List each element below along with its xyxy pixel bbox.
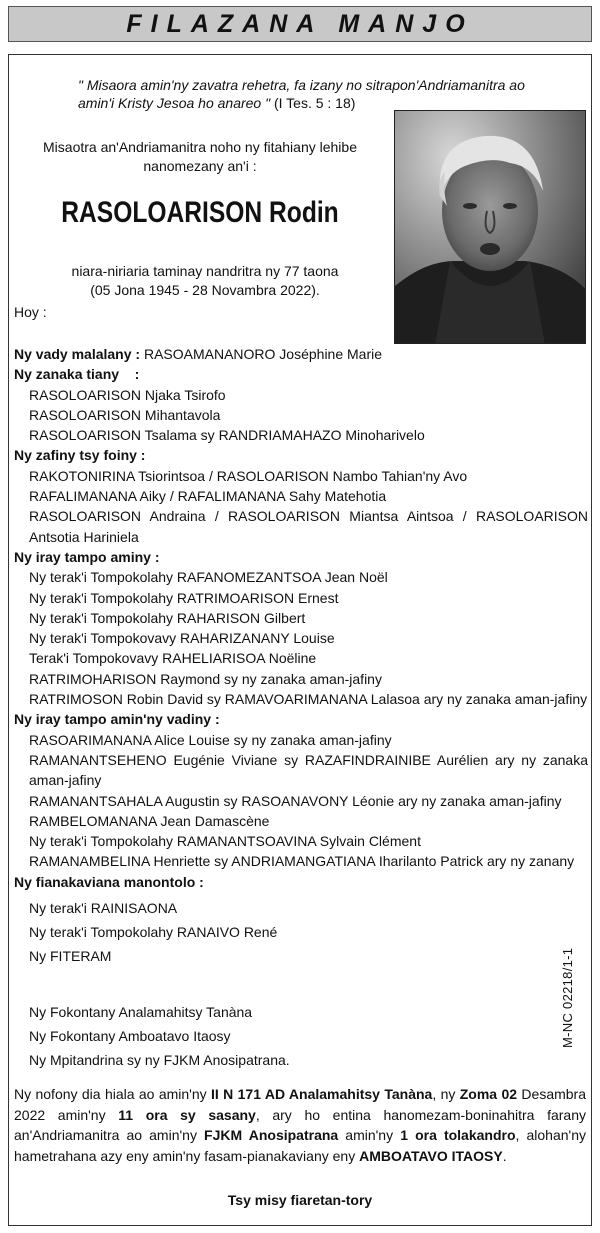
footer-text: Ny nofony dia hiala ao amin'ny: [14, 1086, 212, 1102]
spouse-siblings-heading: [14, 709, 588, 729]
list-item: RASOLOARISON Mihantavola: [29, 406, 221, 423]
list-item: Terak'i Tompokovavy RAHELIARISOA Noëline: [29, 650, 317, 667]
thanks-line-1: Misaotra an'Andriamanitra noho ny fitahiany lehibe: [43, 139, 357, 155]
spouse-siblings-label: Ny iray tampo amin'ny vadiny :: [14, 711, 220, 728]
closing-line: Tsy misy fiaretan-tory: [227, 1192, 373, 1208]
footer-day: Zoma 02: [459, 1086, 518, 1102]
list-item: RAMANANTSEHENO Eugénie Viviane sy RAZAFINDRAINIBE Aurélien ary ny zanaka aman-jafiny: [29, 751, 588, 789]
footer-text: , alohan'ny hametrahana azy eny amin'ny fasam-pianakaviany eny: [14, 1127, 586, 1164]
footer-text: .: [502, 1147, 507, 1164]
list-item: RASOLOARISON Tsalama sy RANDRIAMAHAZO Minoharivelo: [29, 427, 425, 444]
spouse-row: [14, 344, 588, 364]
list-item: Ny terak'i Tompokolahy RAFANOMEZANTSOA Jean Noël: [29, 569, 388, 586]
list-item: Ny terak'i Tompokolahy RATRIMOARISON Ernest: [29, 589, 339, 606]
family-heading: [14, 872, 588, 892]
portrait-photo-icon: [395, 111, 586, 344]
footer-address: II N 171 AD Analamahitsy Tanàna: [211, 1086, 433, 1102]
list-item: RAMBELOMANANA Jean Damascène: [29, 812, 270, 829]
quote-text: " Misaora amin'ny zavatra rehetra, fa izany no sitrapon'Andriamanitra ao amin'i Kristy Jesoa ho anareo ": [78, 77, 525, 111]
list-item: Ny terak'i Tompokolahy RAHARISON Gilbert: [29, 609, 306, 626]
family-list: [14, 344, 588, 1072]
grandchildren-heading: [14, 445, 588, 465]
hoy-label: Hoy :: [14, 304, 47, 320]
list-item: Ny terak'i Tompokolahy RANAIVO René: [29, 924, 278, 941]
children-label: Ny zanaka tiany :: [14, 366, 140, 383]
reference-code: M-NC 02218/1-1: [560, 947, 575, 1048]
list-item: RASOLOARISON Andraina / RASOLOARISON Miantsa Aintsoa / RASOLOARISON Antsotia Hariniela: [29, 508, 588, 545]
footer-church: FJKM Anosipatrana: [204, 1127, 339, 1143]
footer-text: , ary ho entina hanomezam-boninahitra farany an'Andriamanitra ao amin'ny: [14, 1106, 586, 1143]
portrait-photo: [394, 110, 586, 344]
notice-header: [8, 6, 592, 42]
notice-title: FILAZANA MANJO: [126, 9, 474, 38]
thanks-text: [30, 138, 370, 176]
spouse-label: Ny vady malalany :: [14, 346, 141, 362]
age-line: niara-niriaria taminay nandritra ny 77 taona: [71, 263, 339, 279]
list-item: RASOLOARISON Njaka Tsirofo: [29, 386, 226, 403]
footer-time-2: 1 ora tolakandro: [400, 1127, 516, 1143]
list-item: RATRIMOHARISON Raymond sy ny zanaka aman-jafiny: [29, 670, 382, 687]
list-item: Ny Fokontany Analamahitsy Tanàna: [29, 1004, 253, 1021]
footer-text: , ny: [432, 1086, 460, 1102]
list-item: RAMANAMBELINA Henriette sy ANDRIAMANGATIANA Iharilanto Patrick ary ny zanany: [29, 853, 575, 870]
deceased-name: RASOLOARISON Rodin: [61, 196, 339, 229]
children-heading: [14, 364, 588, 384]
list-item: Ny terak'i Tompokovavy RAHARIZANANY Louise: [29, 630, 335, 647]
list-item: Ny FITERAM: [29, 948, 112, 965]
age-text: [40, 262, 370, 300]
spouse-name: RASOAMANANORO Joséphine Marie: [143, 346, 383, 362]
list-item: RAMANANTSAHALA Augustin sy RASOANAVONY Léonie ary ny zanaka aman-jafiny: [29, 792, 562, 809]
footer-time: 11 ora sy sasany: [118, 1106, 256, 1123]
list-item: RATRIMOSON Robin David sy RAMAVOARIMANANA Lalasoa ary ny zanaka aman-jafiny: [29, 691, 588, 708]
footer-text: amin'ny: [338, 1127, 401, 1143]
quote-reference: (I Tes. 5 : 18): [273, 95, 356, 111]
footer-burial-place: AMBOATAVO ITAOSY: [359, 1147, 503, 1164]
list-item: Ny terak'i RAINISAONA: [29, 900, 178, 917]
footer-text: Desambra 2022 amin'ny: [14, 1086, 586, 1123]
funeral-details: [14, 1084, 586, 1166]
list-item: Ny terak'i Tompokolahy RAMANANTSOAVINA Sylvain Clément: [29, 833, 421, 850]
list-item: RAFALIMANANA Aiky / RAFALIMANANA Sahy Matehotia: [29, 488, 387, 505]
list-item: RAKOTONIRINA Tsiorintsoa / RASOLOARISON Nambo Tahian'ny Avo: [29, 467, 468, 484]
dates-line: (05 Jona 1945 - 28 Novambra 2022).: [90, 282, 320, 298]
list-item: Ny Mpitandrina sy ny FJKM Anosipatrana.: [29, 1052, 290, 1069]
family-label: Ny fianakaviana manontolo :: [14, 873, 204, 890]
list-item: RASOARIMANANA Alice Louise sy ny zanaka aman-jafiny: [29, 731, 392, 748]
list-item: Ny Fokontany Amboatavo Itaosy: [29, 1028, 231, 1045]
grandchildren-label: Ny zafiny tsy foiny :: [14, 447, 146, 464]
bible-quote: [78, 76, 538, 112]
siblings-heading: [14, 547, 588, 567]
siblings-label: Ny iray tampo aminy :: [14, 548, 160, 565]
thanks-line-2: nanomezany an'i :: [143, 158, 257, 174]
